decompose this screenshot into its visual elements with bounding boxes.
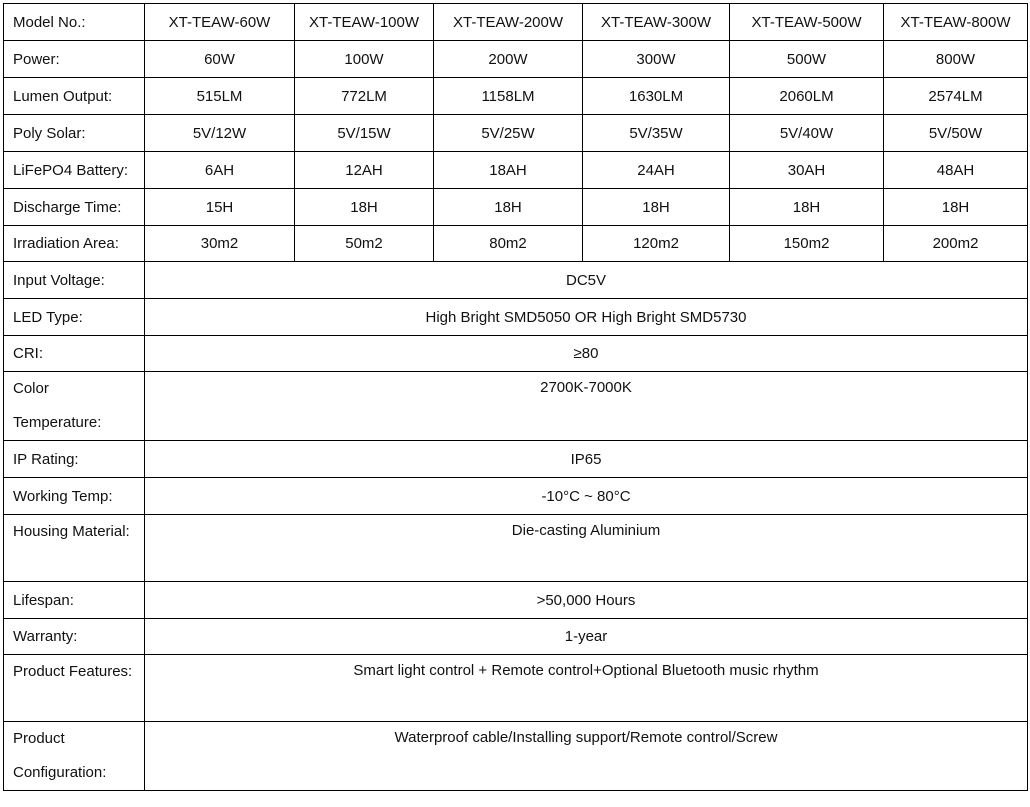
table-row-warranty [4,619,1028,655]
cell-value: 18H [730,189,884,226]
spec-table [3,3,1028,791]
table-row-housing [4,515,1028,582]
cell-value: 120m2 [583,226,730,262]
cell-value: 100W [295,41,434,78]
table-row-color-temp [4,372,1028,441]
cell-value: 772LM [295,78,434,115]
row-label: CRI: [4,336,145,372]
row-label: LED Type: [4,299,145,336]
row-label: LiFePO4 Battery: [4,152,145,189]
cell-value: 18H [583,189,730,226]
row-label: Irradiation Area: [4,226,145,262]
cell-value: 60W [145,41,295,78]
cell-value: 1158LM [434,78,583,115]
cell-value: 5V/25W [434,115,583,152]
cell-value: 1630LM [583,78,730,115]
spanned-value: >50,000 Hours [145,582,1028,619]
row-label: Working Temp: [4,478,145,515]
table-row-configuration [4,722,1028,791]
cell-value: 5V/35W [583,115,730,152]
table-row-lumen [4,78,1028,115]
model-name: XT-TEAW-60W [145,4,295,41]
cell-value: 24AH [583,152,730,189]
cell-value: 48AH [884,152,1028,189]
cell-value: 50m2 [295,226,434,262]
spanned-value: Die-casting Aluminium [145,515,1028,582]
cell-value: 500W [730,41,884,78]
cell-value: 200W [434,41,583,78]
row-label: Discharge Time: [4,189,145,226]
cell-value: 300W [583,41,730,78]
table-row-input-voltage [4,262,1028,299]
cell-value: 515LM [145,78,295,115]
model-label: Model No.: [4,4,145,41]
row-label: Power: [4,41,145,78]
cell-value: 18H [884,189,1028,226]
spanned-value: Waterproof cable/Installing support/Remote control/Screw [145,722,1028,791]
cell-value: 30AH [730,152,884,189]
model-name: XT-TEAW-300W [583,4,730,41]
table-row-discharge [4,189,1028,226]
spanned-value: ≥80 [145,336,1028,372]
row-label: Color Temperature: [4,372,145,441]
spanned-value: IP65 [145,441,1028,478]
table-row-working-temp [4,478,1028,515]
spanned-value: DC5V [145,262,1028,299]
table-row-ip-rating [4,441,1028,478]
table-row-power [4,41,1028,78]
cell-value: 800W [884,41,1028,78]
table-row-lifespan [4,582,1028,619]
cell-value: 2574LM [884,78,1028,115]
cell-value: 80m2 [434,226,583,262]
cell-value: 2060LM [730,78,884,115]
cell-value: 5V/12W [145,115,295,152]
row-label: Lifespan: [4,582,145,619]
row-label: IP Rating: [4,441,145,478]
row-label: Product Configuration: [4,722,145,791]
cell-value: 18AH [434,152,583,189]
table-row-battery [4,152,1028,189]
cell-value: 18H [295,189,434,226]
cell-value: 30m2 [145,226,295,262]
cell-value: 200m2 [884,226,1028,262]
model-name: XT-TEAW-100W [295,4,434,41]
table-row-irradiation [4,226,1028,262]
row-label: Lumen Output: [4,78,145,115]
table-row-led-type [4,299,1028,336]
cell-value: 150m2 [730,226,884,262]
table-row-solar [4,115,1028,152]
spanned-value: Smart light control + Remote control+Optional Bluetooth music rhythm [145,655,1028,722]
spanned-value: -10°C ~ 80°C [145,478,1028,515]
cell-value: 5V/50W [884,115,1028,152]
table-row-cri [4,336,1028,372]
row-label: Warranty: [4,619,145,655]
cell-value: 18H [434,189,583,226]
model-name: XT-TEAW-500W [730,4,884,41]
cell-value: 15H [145,189,295,226]
row-label: Product Features: [4,655,145,722]
model-name: XT-TEAW-200W [434,4,583,41]
header-row [4,4,1028,41]
row-label: Poly Solar: [4,115,145,152]
cell-value: 5V/15W [295,115,434,152]
cell-value: 6AH [145,152,295,189]
row-label: Input Voltage: [4,262,145,299]
model-name: XT-TEAW-800W [884,4,1028,41]
spanned-value: High Bright SMD5050 OR High Bright SMD5730 [145,299,1028,336]
cell-value: 5V/40W [730,115,884,152]
row-label: Housing Material: [4,515,145,582]
spanned-value: 1-year [145,619,1028,655]
table-row-features [4,655,1028,722]
spanned-value: 2700K-7000K [145,372,1028,441]
cell-value: 12AH [295,152,434,189]
